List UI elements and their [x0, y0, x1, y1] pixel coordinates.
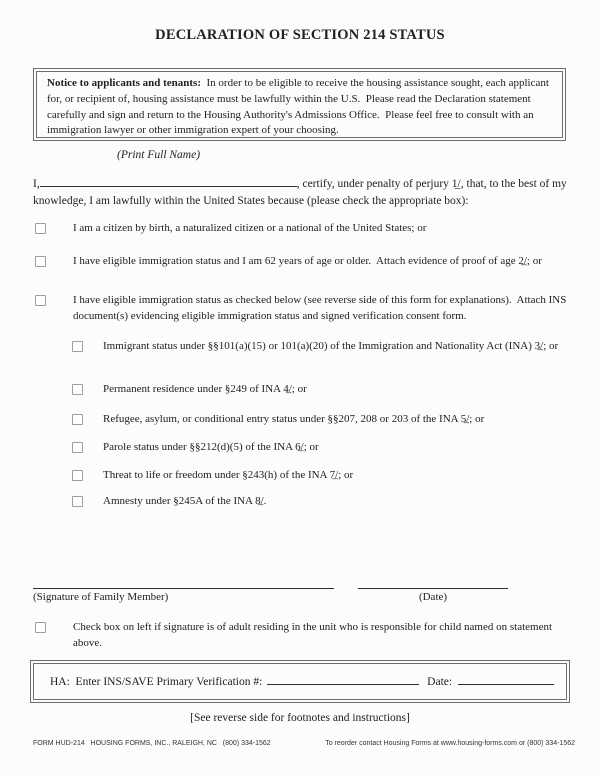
- ha-verification-label: HA: Enter INS/SAVE Primary Verification #:: [50, 676, 263, 688]
- form-title: DECLARATION OF SECTION 214 STATUS: [155, 27, 445, 43]
- responsible-adult-label: Check box on left if signature is of adult residing in the unit who is responsible for child named on statement above.: [73, 621, 555, 649]
- certify-suffix: , certify, under penalty of perjury 1̲/, that, to the best of my knowledge, I am lawfully within the United States because (please check the appropriate box):: [33, 178, 570, 207]
- checkbox-eligible-status[interactable]: [35, 295, 46, 306]
- option-label-age62: I have eligible immigration status and I am 62 years of age or older. Attach evidence of proof of age 2̲/; or: [73, 255, 542, 267]
- checkbox-responsible-adult[interactable]: [35, 622, 46, 633]
- signature-label: (Signature of Family Member): [33, 591, 169, 603]
- checkbox-parole-status[interactable]: [72, 442, 83, 453]
- notice-body: In order to be eligible to receive the housing assistance sought, each applicant for, or recipient of, housing assistance must be lawfully within the U.S. Please read the Declaration statement carefully and sign and return to the Housing Authority's Admissions Office. Please feel free to consult with an immigration lawyer or other immigration expert of your choosing.: [47, 77, 552, 137]
- option-row-eligible-status: [35, 293, 577, 324]
- suboption-label-parole-status: Parole status under §§212(d)(5) of the INA 6̲/; or: [103, 441, 319, 453]
- ha-verification-input-line[interactable]: [267, 674, 419, 685]
- signature-date-line[interactable]: [358, 588, 508, 589]
- checkbox-immigrant-status[interactable]: [72, 341, 83, 352]
- notice-box-inner: [36, 71, 563, 138]
- suboption-row-amnesty: [72, 494, 579, 510]
- date-label: (Date): [418, 591, 448, 603]
- ha-verification-box-inner: [33, 663, 567, 700]
- suboption-row-permanent-residence: [72, 382, 579, 398]
- reverse-side-note: [See reverse side for footnotes and instructions]: [190, 712, 410, 724]
- print-full-name-label: (Print Full Name): [117, 149, 201, 161]
- suboption-row-immigrant-status: [72, 339, 579, 355]
- checkbox-refugee-asylum[interactable]: [72, 414, 83, 425]
- suboption-label-threat-to-life: Threat to life or freedom under §243(h) of the INA 7̲/; or: [103, 469, 354, 481]
- notice-lead: Notice to applicants and tenants:: [47, 77, 202, 89]
- signature-line[interactable]: [33, 588, 334, 589]
- suboption-label-refugee-asylum: Refugee, asylum, or conditional entry status under §§207, 208 or 203 of the INA 5̲/; or: [103, 413, 485, 425]
- checkbox-permanent-residence[interactable]: [72, 384, 83, 395]
- ha-date-label: Date:: [427, 676, 453, 688]
- footer-reorder-info: To reorder contact Housing Forms at www.housing-forms.com or (800) 334-1562: [325, 740, 575, 747]
- ha-date-input-line[interactable]: [458, 674, 554, 685]
- notice-text: [47, 76, 552, 139]
- checkbox-age62[interactable]: [35, 256, 46, 267]
- certification-statement: [33, 176, 579, 209]
- footer-form-number: FORM HUD-214 HOUSING FORMS, INC., RALEIGH, NC (800) 334-1562: [33, 740, 271, 747]
- certify-prefix: I,: [33, 178, 40, 190]
- suboption-row-refugee-asylum: [72, 412, 579, 428]
- ha-verification-box: [30, 660, 570, 703]
- option-row-age62: [35, 254, 577, 270]
- notice-box: [33, 68, 566, 141]
- full-name-input-line[interactable]: [40, 176, 297, 187]
- suboption-label-amnesty: Amnesty under §245A of the INA 8̲/.: [103, 495, 267, 507]
- responsible-adult-row: [35, 620, 577, 651]
- option-label-eligible-status: I have eligible immigration status as checked below (see reverse side of this form for explanations). Attach INS document(s) evidencing eligible immigration status and signed verification consent form.: [73, 294, 570, 322]
- checkbox-citizen[interactable]: [35, 223, 46, 234]
- page-footer: [33, 740, 575, 747]
- option-row-citizen: [35, 221, 577, 237]
- suboption-row-threat-to-life: [72, 468, 579, 484]
- checkbox-amnesty[interactable]: [72, 496, 83, 507]
- suboption-label-immigrant-status: Immigrant status under §§101(a)(15) or 101(a)(20) of the Immigration and Nationality Act (INA) 3̲/; or: [103, 340, 559, 352]
- checkbox-threat-to-life[interactable]: [72, 470, 83, 481]
- option-label-citizen: I am a citizen by birth, a naturalized citizen or a national of the United States; or: [73, 222, 427, 234]
- suboption-label-permanent-residence: Permanent residence under §249 of INA 4̲/; or: [103, 383, 307, 395]
- suboption-row-parole-status: [72, 440, 579, 456]
